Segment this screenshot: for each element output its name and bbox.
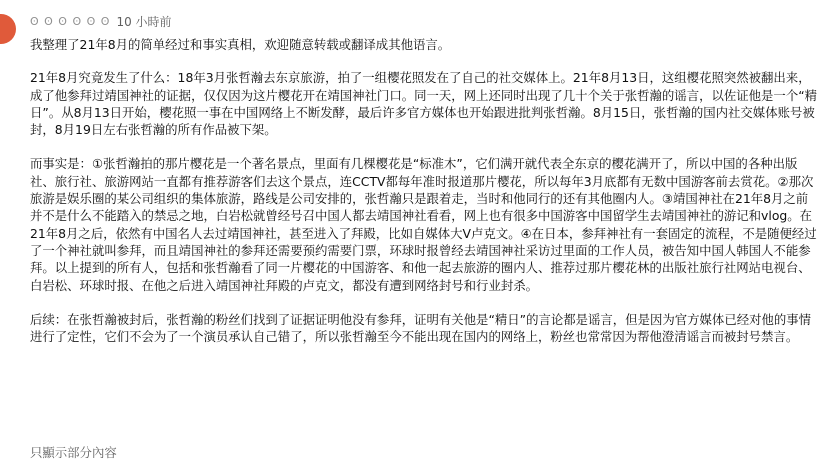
comment-paragraph-facts: 而事实是：①张哲瀚拍的那片樱花是一个著名景点，里面有几棵樱花是“标准木”，它们满开就代表全东京的樱花满开了，所以中国的各种出版社、旅行社、旅游网站一直都有推荐游客们去这个景点，连CCTV都每年准时报道那片樱花，所以每年3月底都有无数中国游客前去赏花。②那次旅游是娱乐圈的某公司组织的集体旅游，路线是公司安排的，张哲瀚只是跟着走，当时和他同行的还有其他圈内人。③靖国神社在21年8月之前并不是什么不能踏入的禁忌之地，白岩松就曾经号召中国人都去靖国神社看看，网上也有很多中国游客中国留学生去靖国神社的游记和vlog。在21年8月之后，依然有中国名人去过靖国神社，甚至进入了拜殿，比如自媒体大V卢克文。④在日本，参拜神社有一套固定的流程，不是随便经过了一个神社就叫参拜，而且靖国神社的参拜还需要预约需要门票，环球时报曾经去靖国神社采访过里面的工作人员，被告知中国人韩国人不能参拜。以上提到的所有人，包括和张哲瀚看了同一片樱花的中国游客、和他一起去旅游的圈内人、推荐过那片樱花林的出版社旅行社网站电视台、白岩松、环球时报、在他之后进入靖国神社拜殿的卢克文，都没有遭到网络封号和行业封杀。 — [30, 156, 817, 293]
comment-author[interactable]: ʘ ʘ ʘ ʘ ʘ ʘ — [30, 15, 111, 28]
avatar[interactable] — [0, 14, 16, 44]
show-less-button[interactable]: 只顯示部分內容 — [30, 445, 117, 460]
comment-header — [30, 14, 172, 30]
comment-timestamp[interactable]: 10 小時前 — [116, 15, 172, 29]
comment-paragraph-intro: 我整理了21年8月的简单经过和事实真相，欢迎随意转载或翻译成其他语言。 — [30, 37, 451, 52]
comment-body — [30, 36, 820, 362]
comment-paragraph-what-happened: 21年8月究竟发生了什么：18年3月张哲瀚去东京旅游，拍了一组樱花照发在了自己的社交媒体上。21年8月13日，这组樱花照突然被翻出来，成了他参拜过靖国神社的证据，仅仅因为这片樱花开在靖国神社门口。同一天，网上还同时出现了几十个关于张哲瀚的谣言，以佐证他是一个“精日”。从8月13日开始，樱花照一事在中国网络上不断发酵，最后许多官方媒体也开始跟进批判张哲瀚。8月15日，张哲瀚的国内社交媒体账号被封，8月19日左右张哲瀚的所有作品被下架。 — [30, 70, 818, 138]
comment-paragraph-aftermath: 后续：在张哲瀚被封后，张哲瀚的粉丝们找到了证据证明他没有参拜，证明有关他是“精日”的言论都是谣言，但是因为官方媒体已经对他的事情进行了定性，它们不会为了一个演员承认自己错了，所以张哲瀚至今不能出现在国内的网络上，粉丝也常常因为帮他澄清谣言而被封号禁言。 — [30, 311, 812, 345]
